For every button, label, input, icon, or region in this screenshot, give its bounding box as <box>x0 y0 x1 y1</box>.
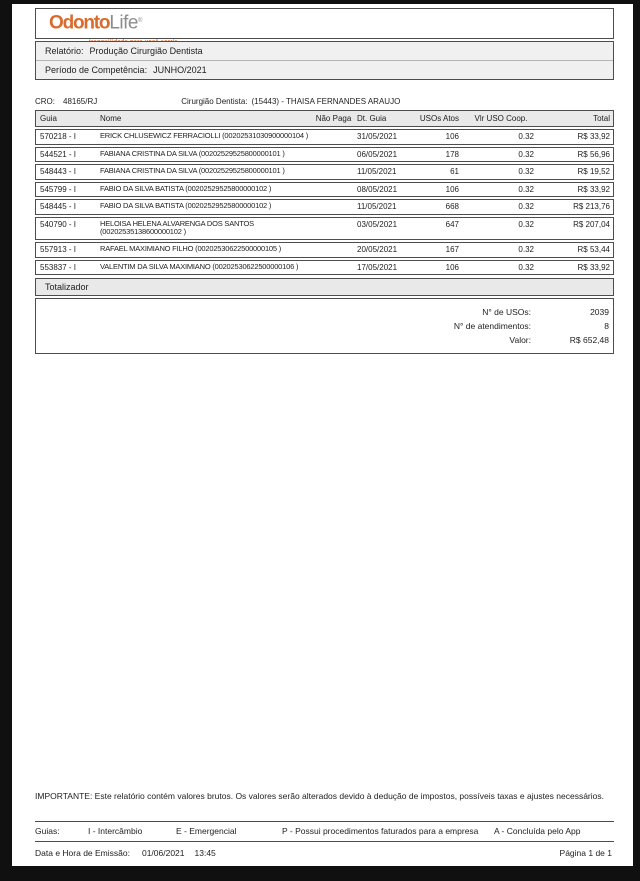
cell-nao-paga <box>313 148 354 152</box>
cell-nome: VALENTIM DA SILVA MAXIMIANO (00202530622500000106 ) <box>100 261 299 271</box>
cell-dt-guia: 31/05/2021 <box>357 132 398 142</box>
table-row <box>35 260 614 275</box>
cell-dt-guia: 03/05/2021 <box>357 219 398 229</box>
total-atendimentos-line <box>36 319 609 333</box>
total-valor-line <box>36 333 609 347</box>
emission-line <box>35 842 614 858</box>
page-number: Página 1 de 1 <box>559 848 612 858</box>
cell-guia: 548445 - I <box>40 202 77 212</box>
report-label: Relatório: <box>45 46 84 56</box>
total-valor-value: R$ 652,48 <box>569 335 609 346</box>
cell-vlr: 0.32 <box>518 245 534 255</box>
cro-value: 48165/RJ <box>63 97 98 106</box>
production-table <box>35 110 614 277</box>
legend-item-emergencial: E - Emergencial <box>176 826 237 836</box>
cell-guia: 544521 - I <box>40 149 77 159</box>
cell-nome: HELOISA HELENA ALVARENGA DOS SANTOS (00202535138600000102 ) <box>100 218 254 237</box>
cell-total: R$ 207,04 <box>573 219 610 229</box>
cell-usos: 668 <box>445 202 459 212</box>
report-info-box <box>35 41 614 80</box>
table-row <box>35 242 614 257</box>
cell-guia: 553837 - I <box>40 262 77 272</box>
total-valor-label: Valor: <box>509 335 531 346</box>
cell-usos: 106 <box>445 184 459 194</box>
dentist-label: Cirurgião Dentista: <box>181 97 248 106</box>
cell-total: R$ 33,92 <box>577 132 610 142</box>
cell-nome: FABIO DA SILVA BATISTA (00202529525800000102 ) <box>100 201 272 211</box>
cell-dt-guia: 08/05/2021 <box>357 184 398 194</box>
cell-usos: 178 <box>445 149 459 159</box>
cell-dt-guia: 17/05/2021 <box>357 262 398 272</box>
period-value: JUNHO/2021 <box>153 65 207 75</box>
cell-usos: 647 <box>445 219 459 229</box>
professional-line <box>35 97 614 106</box>
cell-nome: ERICK CHLUSEWICZ FERRACIOLLI (00202531030900000104 ) <box>100 131 309 141</box>
total-usos-line <box>36 305 609 319</box>
totalizador-box <box>35 298 614 354</box>
col-header-usos-atos: USOs Atos <box>419 114 459 123</box>
cell-total: R$ 213,76 <box>573 202 610 212</box>
cell-nome: FABIO DA SILVA BATISTA (00202529525800000102 ) <box>100 183 272 193</box>
report-footer <box>35 790 614 858</box>
dentist-group <box>181 97 400 106</box>
cell-total: R$ 33,92 <box>577 184 610 194</box>
cell-usos: 61 <box>450 167 459 177</box>
report-value: Produção Cirurgião Dentista <box>89 46 203 56</box>
cell-total: R$ 33,92 <box>577 262 610 272</box>
cell-guia: 545799 - I <box>40 184 77 194</box>
table-row <box>35 182 614 197</box>
cell-nao-paga <box>313 183 354 187</box>
cell-vlr: 0.32 <box>518 167 534 177</box>
cell-dt-guia: 11/05/2021 <box>357 167 397 177</box>
legend-item-procedimentos: P - Possui procedimentos faturados para a empresa <box>282 826 479 836</box>
cell-total: R$ 56,96 <box>577 149 610 159</box>
cell-dt-guia: 06/05/2021 <box>357 149 398 159</box>
cell-nao-paga <box>313 243 354 247</box>
total-usos-value: 2039 <box>590 307 609 318</box>
cell-nome: FABIANA CRISTINA DA SILVA (00202529525800000101 ) <box>100 166 285 176</box>
cell-guia: 540790 - I <box>40 219 77 229</box>
cell-vlr: 0.32 <box>518 262 534 272</box>
emission-date: 01/06/2021 <box>141 848 185 858</box>
period-label: Período de Competência: <box>45 65 148 75</box>
table-header-row <box>35 110 614 127</box>
legend-label: Guias: <box>35 826 60 836</box>
col-header-vlr-uso: Vlr USO Coop. <box>474 114 528 123</box>
table-row <box>35 129 614 144</box>
cell-vlr: 0.32 <box>518 202 534 212</box>
totalizador-header: Totalizador <box>35 278 614 296</box>
cell-nao-paga <box>313 165 354 169</box>
cell-vlr: 0.32 <box>518 132 534 142</box>
col-header-nome: Nome <box>100 114 122 123</box>
emission-label: Data e Hora de Emissão: <box>35 848 130 858</box>
registered-mark: ® <box>137 18 143 24</box>
cell-nao-paga <box>313 218 354 222</box>
table-row <box>35 164 614 179</box>
cell-guia: 570218 - I <box>40 132 77 142</box>
col-header-total: Total <box>593 114 610 123</box>
col-header-dt-guia: Dt. Guia <box>357 114 387 123</box>
table-row <box>35 199 614 214</box>
logo-text-life: Life <box>109 12 138 34</box>
col-header-guia: Guia <box>40 114 57 123</box>
cell-nao-paga <box>313 261 354 265</box>
logo-box <box>35 8 614 39</box>
legend-item-intercambio: I - Intercâmbio <box>88 826 143 836</box>
cell-usos: 106 <box>445 262 459 272</box>
cell-vlr: 0.32 <box>518 219 534 229</box>
cell-total: R$ 19,52 <box>577 167 610 177</box>
cell-nao-paga <box>313 200 354 204</box>
period-row <box>36 60 613 79</box>
important-note: IMPORTANTE: Este relatório contém valores brutos. Os valores serão alterados devido à dedução de impostos, possíveis taxas e ajustes necessários. <box>35 791 604 802</box>
dentist-value: (15443) - THAISA FERNANDES ARAUJO <box>251 97 401 106</box>
cell-guia: 548443 - I <box>40 167 77 177</box>
cell-vlr: 0.32 <box>518 149 534 159</box>
emission-time: 13:45 <box>194 848 216 858</box>
total-usos-label: N° de USOs: <box>482 307 531 318</box>
table-row <box>35 147 614 162</box>
report-title-row <box>36 42 613 60</box>
total-atendimentos-label: N° de atendimentos: <box>453 321 531 332</box>
guias-legend <box>35 821 614 842</box>
cell-dt-guia: 11/05/2021 <box>357 202 397 212</box>
cro-label: CRO: <box>35 97 55 106</box>
cell-total: R$ 53,44 <box>577 245 610 255</box>
logo-text-odonto: Odonto <box>49 12 110 34</box>
col-header-nao-paga: Não Paga <box>315 114 352 123</box>
total-atendimentos-value: 8 <box>604 321 609 332</box>
cell-nome: RAFAEL MAXIMIANO FILHO (00202530622500000105 ) <box>100 244 282 254</box>
cell-nao-paga <box>313 130 354 134</box>
cell-guia: 557913 - I <box>40 245 77 255</box>
legend-item-concluida-app: A - Concluída pelo App <box>494 826 581 836</box>
cell-nome: FABIANA CRISTINA DA SILVA (00202529525800000101 ) <box>100 148 285 158</box>
table-row <box>35 217 614 241</box>
cell-vlr: 0.32 <box>518 184 534 194</box>
report-page <box>12 4 633 866</box>
cell-usos: 106 <box>445 132 459 142</box>
cell-dt-guia: 20/05/2021 <box>357 245 398 255</box>
cell-usos: 167 <box>445 245 459 255</box>
